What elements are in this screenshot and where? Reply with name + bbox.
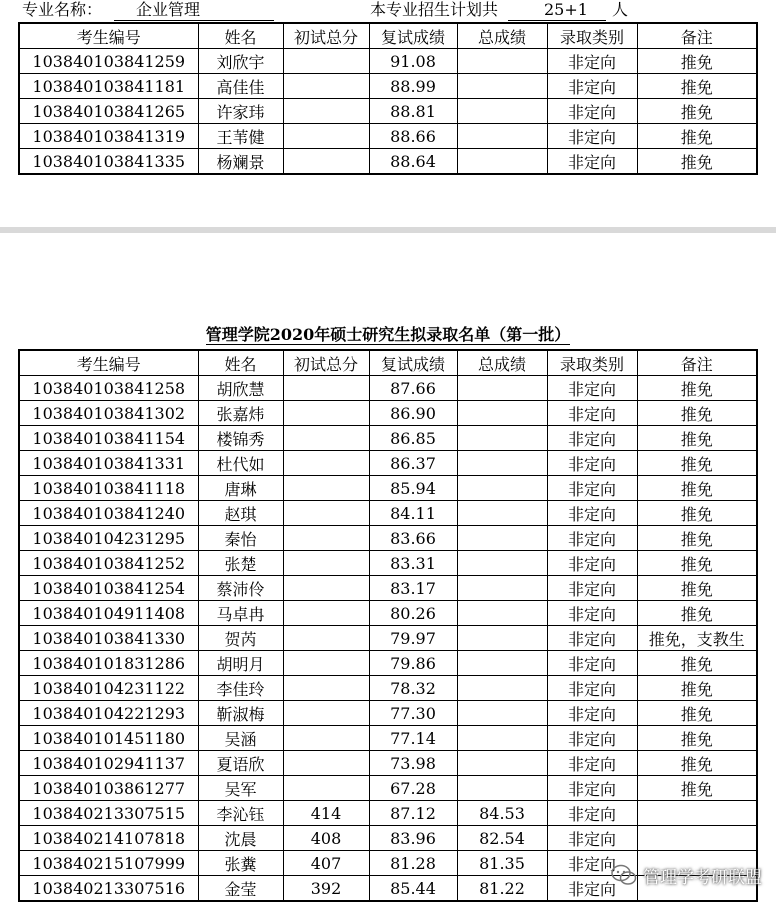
table-cell (457, 451, 547, 476)
table2-title (0, 324, 776, 346)
table-cell (283, 626, 369, 651)
table-cell (283, 701, 369, 726)
table-cell: 73.98 (369, 751, 457, 776)
table-cell: 非定向 (547, 701, 637, 726)
watermark-text: 管理学考研联盟 (643, 867, 762, 888)
table-cell: 吴军 (198, 776, 283, 801)
table-cell: 83.66 (369, 526, 457, 551)
table-cell: 83.96 (369, 826, 457, 851)
table-cell (283, 551, 369, 576)
table-cell: 推免 (637, 74, 757, 99)
table-cell: 推免 (637, 376, 757, 401)
table-cell: 夏语欣 (198, 751, 283, 776)
table-cell: 88.66 (369, 124, 457, 149)
table-row (19, 501, 757, 526)
table-cell: 马卓冉 (198, 601, 283, 626)
column-header: 初试总分 (283, 23, 369, 49)
table-cell: 推免 (637, 726, 757, 751)
table-cell: 推免 (637, 124, 757, 149)
table-cell (457, 99, 547, 124)
plan-unit: 人 (612, 0, 629, 19)
table-cell (457, 476, 547, 501)
table-cell: 83.17 (369, 576, 457, 601)
table-cell: 蔡沛伶 (198, 576, 283, 601)
table-cell: 103840214107818 (19, 826, 198, 851)
table-cell: 推免 (637, 49, 757, 74)
table-cell: 88.64 (369, 149, 457, 175)
table-cell: 非定向 (547, 576, 637, 601)
table-cell: 85.44 (369, 876, 457, 902)
table-cell: 吴涵 (198, 726, 283, 751)
table-cell (283, 726, 369, 751)
table-cell: 楼锦秀 (198, 426, 283, 451)
table-cell: 推免 (637, 701, 757, 726)
table-cell: 103840103841118 (19, 476, 198, 501)
table-cell: 推免 (637, 551, 757, 576)
wechat-icon (611, 864, 637, 886)
table-cell: 推免 (637, 576, 757, 601)
table-cell (283, 526, 369, 551)
table-cell: 张嘉炜 (198, 401, 283, 426)
table-cell: 非定向 (547, 401, 637, 426)
table-cell: 103840103841330 (19, 626, 198, 651)
table-cell (457, 676, 547, 701)
table-cell: 86.90 (369, 401, 457, 426)
table-cell (283, 601, 369, 626)
table-cell: 非定向 (547, 376, 637, 401)
table-cell: 103840102941137 (19, 751, 198, 776)
table-cell: 胡明月 (198, 651, 283, 676)
table-cell: 贺芮 (198, 626, 283, 651)
table-cell (457, 124, 547, 149)
table-row (19, 651, 757, 676)
table-cell: 张楚 (198, 551, 283, 576)
table-cell: 86.85 (369, 426, 457, 451)
table-cell: 408 (283, 826, 369, 851)
table-cell: 李佳玲 (198, 676, 283, 701)
table-row (19, 726, 757, 751)
table-cell: 103840103841258 (19, 376, 198, 401)
table-row (19, 776, 757, 801)
table-cell: 推免 (637, 526, 757, 551)
table-cell: 非定向 (547, 876, 637, 902)
table-cell (283, 451, 369, 476)
table-cell: 103840103841240 (19, 501, 198, 526)
table-cell: 103840103861277 (19, 776, 198, 801)
table-cell (283, 49, 369, 74)
table-row (19, 526, 757, 551)
table-cell: 靳淑梅 (198, 701, 283, 726)
column-header: 考生编号 (19, 23, 198, 49)
table-row (19, 451, 757, 476)
table-cell: 78.32 (369, 676, 457, 701)
table-row (19, 426, 757, 451)
table-cell: 非定向 (547, 526, 637, 551)
table-cell (283, 476, 369, 501)
table-cell (457, 576, 547, 601)
table-cell: 103840213307516 (19, 876, 198, 902)
table-cell (457, 726, 547, 751)
table-cell: 77.14 (369, 726, 457, 751)
column-header: 总成绩 (457, 23, 547, 49)
table-cell: 84.11 (369, 501, 457, 526)
table-cell: 推免 (637, 676, 757, 701)
table-cell: 王苇健 (198, 124, 283, 149)
table-cell: 推免 (637, 99, 757, 124)
table-cell (457, 751, 547, 776)
table-cell: 非定向 (547, 551, 637, 576)
table-cell: 杜代如 (198, 451, 283, 476)
table-row (19, 401, 757, 426)
table-row (19, 701, 757, 726)
table-cell (457, 526, 547, 551)
table-cell (457, 601, 547, 626)
table-row (19, 476, 757, 501)
table-cell: 非定向 (547, 826, 637, 851)
table-cell: 唐琳 (198, 476, 283, 501)
table-cell: 非定向 (547, 49, 637, 74)
table-cell: 推免 (637, 601, 757, 626)
table-cell: 103840103841154 (19, 426, 198, 451)
table-cell: 推免 (637, 476, 757, 501)
table-cell: 392 (283, 876, 369, 902)
table-row (19, 801, 757, 826)
table-cell: 非定向 (547, 501, 637, 526)
column-header: 录取类别 (547, 350, 637, 376)
table-cell: 非定向 (547, 751, 637, 776)
table-cell: 推免 (637, 776, 757, 801)
table-cell (283, 401, 369, 426)
major-label: 专业名称： (22, 0, 103, 19)
table-row (19, 601, 757, 626)
table-cell (283, 124, 369, 149)
table-cell: 87.66 (369, 376, 457, 401)
table-row (19, 149, 757, 175)
table-cell (283, 149, 369, 175)
table-cell (457, 551, 547, 576)
table-cell: 86.37 (369, 451, 457, 476)
table-cell (283, 376, 369, 401)
table-cell (457, 501, 547, 526)
column-header: 备注 (637, 350, 757, 376)
table-cell: 推免 (637, 451, 757, 476)
table-cell: 推免 (637, 651, 757, 676)
plan-value: 25+1 (544, 0, 588, 19)
table-cell (457, 651, 547, 676)
table-cell (457, 376, 547, 401)
table-cell: 非定向 (547, 851, 637, 876)
table-cell (457, 49, 547, 74)
table-cell: 103840101451180 (19, 726, 198, 751)
table-cell: 81.35 (457, 851, 547, 876)
major-header (22, 0, 762, 20)
major-value-field (114, 0, 274, 21)
table-cell: 非定向 (547, 124, 637, 149)
plan-value-field (508, 0, 606, 21)
table-row (19, 74, 757, 99)
table-cell (283, 501, 369, 526)
table-row (19, 124, 757, 149)
table-cell: 非定向 (547, 99, 637, 124)
table-cell: 胡欣慧 (198, 376, 283, 401)
column-header: 复试成绩 (369, 23, 457, 49)
table-row (19, 99, 757, 124)
column-header: 备注 (637, 23, 757, 49)
table-header-row (19, 350, 757, 376)
table-cell: 103840103841259 (19, 49, 198, 74)
page-separator (0, 227, 776, 233)
table-cell: 推免 (637, 426, 757, 451)
table-cell: 87.12 (369, 801, 457, 826)
table-cell: 秦怡 (198, 526, 283, 551)
table-cell: 高佳佳 (198, 74, 283, 99)
table-cell: 83.31 (369, 551, 457, 576)
table-cell: 非定向 (547, 651, 637, 676)
table-cell (457, 426, 547, 451)
table-cell: 推免 (637, 401, 757, 426)
table-cell: 非定向 (547, 426, 637, 451)
table-cell: 103840104231122 (19, 676, 198, 701)
column-header: 姓名 (198, 350, 283, 376)
table-cell: 103840103841335 (19, 149, 198, 175)
table-cell: 103840215107999 (19, 851, 198, 876)
table-cell (457, 74, 547, 99)
table-cell: 103840103841319 (19, 124, 198, 149)
table-cell: 推免，支教生 (637, 626, 757, 651)
table-row (19, 826, 757, 851)
major-value: 企业管理 (136, 0, 201, 19)
table-cell: 李沁钰 (198, 801, 283, 826)
table-cell (283, 676, 369, 701)
table-cell (283, 651, 369, 676)
table-cell: 非定向 (547, 776, 637, 801)
table-cell: 407 (283, 851, 369, 876)
admission-table-1 (18, 22, 758, 175)
table-cell: 81.22 (457, 876, 547, 902)
table-cell (283, 74, 369, 99)
table-cell (283, 776, 369, 801)
table-cell: 81.28 (369, 851, 457, 876)
column-header: 姓名 (198, 23, 283, 49)
table-cell: 非定向 (547, 74, 637, 99)
watermark (611, 860, 762, 890)
table-cell (457, 701, 547, 726)
table-cell: 103840103841181 (19, 74, 198, 99)
table-cell: 85.94 (369, 476, 457, 501)
table-cell: 非定向 (547, 801, 637, 826)
table-cell: 103840104911408 (19, 601, 198, 626)
table-cell: 414 (283, 801, 369, 826)
table-cell: 非定向 (547, 676, 637, 701)
table-cell: 许家玮 (198, 99, 283, 124)
table-cell: 67.28 (369, 776, 457, 801)
column-header: 总成绩 (457, 350, 547, 376)
table-cell (637, 826, 757, 851)
column-header: 复试成绩 (369, 350, 457, 376)
column-header: 考生编号 (19, 350, 198, 376)
table-cell: 80.26 (369, 601, 457, 626)
table-row (19, 551, 757, 576)
table-cell: 88.81 (369, 99, 457, 124)
table-cell: 张糞 (198, 851, 283, 876)
plan-label: 本专业招生计划共 (370, 0, 499, 19)
table-cell: 84.53 (457, 801, 547, 826)
table-cell: 非定向 (547, 726, 637, 751)
table2-title-text: 管理学院2020年硕士研究生拟录取名单（第一批） (205, 325, 571, 344)
table-cell: 杨斓景 (198, 149, 283, 175)
table-cell: 推免 (637, 501, 757, 526)
table-cell: 赵琪 (198, 501, 283, 526)
table-cell: 沈晨 (198, 826, 283, 851)
table-cell: 79.97 (369, 626, 457, 651)
table-cell (283, 99, 369, 124)
table-cell: 82.54 (457, 826, 547, 851)
table-row (19, 49, 757, 74)
table-cell: 刘欣宇 (198, 49, 283, 74)
table-cell: 79.86 (369, 651, 457, 676)
table-cell: 103840101831286 (19, 651, 198, 676)
table-cell: 103840213307515 (19, 801, 198, 826)
table-cell: 103840103841302 (19, 401, 198, 426)
table-cell: 非定向 (547, 451, 637, 476)
column-header: 录取类别 (547, 23, 637, 49)
table-cell: 103840103841265 (19, 99, 198, 124)
table-cell (457, 626, 547, 651)
table-header-row (19, 23, 757, 49)
table-row (19, 376, 757, 401)
table-cell: 77.30 (369, 701, 457, 726)
table-cell: 非定向 (547, 601, 637, 626)
table-cell (457, 776, 547, 801)
table-cell (283, 751, 369, 776)
table-cell: 非定向 (547, 149, 637, 175)
table-cell: 91.08 (369, 49, 457, 74)
table-cell: 103840103841331 (19, 451, 198, 476)
table-cell: 金莹 (198, 876, 283, 902)
table-cell (637, 801, 757, 826)
table-cell: 推免 (637, 149, 757, 175)
table-cell: 88.99 (369, 74, 457, 99)
admission-table-2 (18, 349, 758, 902)
table-cell: 103840104231295 (19, 526, 198, 551)
table-cell: 103840103841254 (19, 576, 198, 601)
table-row (19, 676, 757, 701)
table-cell: 103840104221293 (19, 701, 198, 726)
table-cell: 非定向 (547, 476, 637, 501)
table-cell (283, 426, 369, 451)
table-cell (283, 576, 369, 601)
table-cell (457, 149, 547, 175)
table-row (19, 751, 757, 776)
column-header: 初试总分 (283, 350, 369, 376)
table-row (19, 576, 757, 601)
table-cell: 103840103841252 (19, 551, 198, 576)
table-cell: 非定向 (547, 626, 637, 651)
table-cell (457, 401, 547, 426)
table-row (19, 626, 757, 651)
table-cell: 推免 (637, 751, 757, 776)
